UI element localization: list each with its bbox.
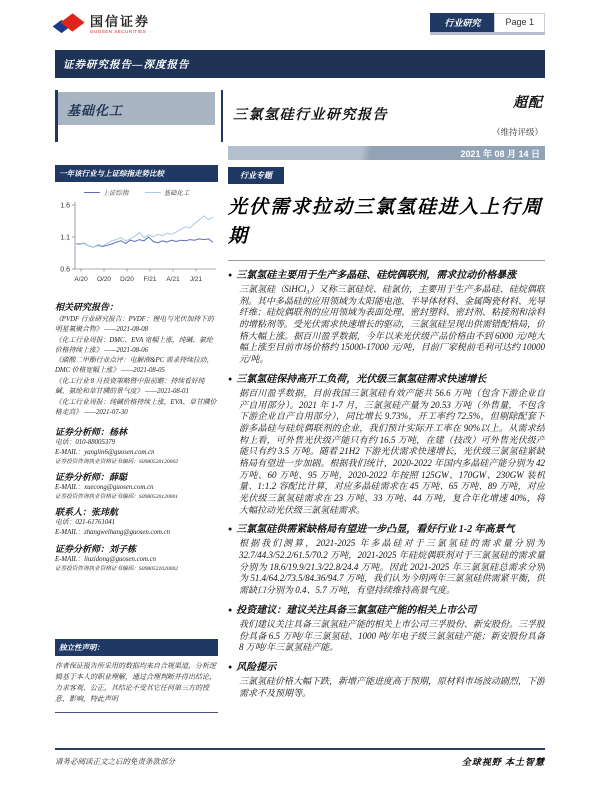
- bullet-icon: ●: [228, 271, 233, 279]
- analyst-block: [55, 505, 218, 538]
- legend-line-index: [84, 192, 100, 194]
- analyst-block: [55, 542, 218, 573]
- chart-section-header: 一年该行业与上证综指走势比较: [55, 165, 218, 182]
- analyst-phone: 电话：010-88005379: [55, 439, 116, 447]
- trend-chart-svg: [55, 199, 218, 291]
- analyst-email: E-MAIL：yanglin6@guosen.com.cn: [55, 449, 155, 457]
- top-right-tags: [430, 13, 545, 35]
- analyst-name: 张玮航: [91, 507, 119, 518]
- section-body: 我们建议关注具备三氯氢硅产能的相关上市公司三孚股份、新安股份。三孚股份具备 6.5 万吨/年三氯氢硅、1000 吨/年电子级三氯氢硅产能；新安股份具备 8 万吨/年三氯氢硅产能。: [239, 618, 545, 653]
- analyst-phone: 电话：021-61761041: [55, 519, 116, 527]
- svg-text:A/21: A/21: [166, 276, 180, 283]
- sector-label: 基础化工: [58, 92, 215, 125]
- page-number: Page 1: [494, 13, 545, 32]
- rating-note: （维持评级）: [491, 127, 543, 137]
- related-report-link[interactable]: 《PVDF 行业研究报告：PVDF：锂电与光伏加持下的明星氟聚合物》 ——2021-08-08: [55, 316, 214, 333]
- report-date: 2021 年 08 月 14 日: [460, 148, 540, 159]
- section-heading: 投资建议：建议关注具备三氯氢硅产能的相关上市公司: [236, 604, 477, 616]
- analyst-role: 证券分析师：: [55, 427, 110, 438]
- independence-header: 独立性声明：: [55, 639, 218, 656]
- analyst-email: E-MAIL：liuzidong@guosen.com.cn: [55, 555, 157, 563]
- rating-badge: 超配: [513, 96, 543, 111]
- section-body: 据百川盈孚数据，目前我国三氯氢硅有效产能共 56.6 万吨（包含下游企业自产自用部分）。2021 年 1-7 月，三氯氢硅产量为 20.53 万吨（外售量，不包含下游企业自产自用部分），同比增长 9.73%，开工率约 72.5%，但剔除配套下游多晶硅与硅烷偶联剂的企业，我们预计实际开工率在 90%以上。从需求结构上看，可外售光伏级产能只有约 16.5 万吨，在建（技改）可外售光伏级产能只有约 3.5 万吨。随着 21H2 下游光伏需求快速增长，光伏级三氯氢硅紧缺格局有望进一步加剧。根据我们统计，2020-2022 年国内多晶硅产能分别为 42 万吨、60 万吨、95 万吨，2020-2022 年按照 125GW、170GW、230GW 装机量、1:1.2 容配比计算，对应多晶硅需求在 45 万吨、65 万吨、89 万吨，对应光伏级三氯氢硅需求在 23 万吨、33 万吨、44 万吨，复合年化增速 40%，将大幅拉动光伏级三氯氢硅需求。: [239, 387, 545, 515]
- logo-name-cn: 国信证券: [90, 14, 151, 30]
- section-body: 三氯氢硅价格大幅下跌，新增产能进度高于预期，原材料市场波动剧烈，下游需求不及预期等。: [239, 675, 545, 698]
- analyst-email: E-MAIL：xuecong@guosen.com.cn: [55, 484, 154, 492]
- section-heading: 风险提示: [236, 661, 277, 673]
- section-heading: 三氯氢硅保持高开工负荷，光伏级三氯氢硅需求快速增长: [236, 373, 487, 385]
- bullet-icon: ●: [228, 374, 233, 383]
- analyst-list: [55, 425, 218, 572]
- legend-label-index: 上证综指: [102, 190, 129, 197]
- analyst-email: E-MAIL：zhangweihang@guosen.com.cn: [55, 529, 170, 537]
- guosen-logo: [55, 13, 150, 37]
- analyst-license: 证券投资咨询执业资格证书编码：S0980520120002: [55, 459, 179, 466]
- report-headline: 光伏需求拉动三氯氢硅进入上行周期: [228, 197, 544, 247]
- topic-tag: 行业专题: [228, 167, 284, 184]
- date-bar: [228, 146, 545, 160]
- sidebar-divider: [55, 712, 218, 713]
- summary-section: [228, 661, 545, 699]
- trend-chart: [55, 182, 218, 296]
- top-bar: [55, 0, 545, 44]
- section-body: 三氯氢硅（SiHCl₃）又称三氯硅烷、硅氯仿，主要用于生产多晶硅、硅烷偶联剂。其中多晶硅的应用领域为太阳能电池、半导体材料、金属陶瓷材料、光导纤维；硅烷偶联剂的应用领域为表面处理、密封塑料、密封剂、粘接剂和涂料的增粘剂等。受光伏需求快速增长的驱动，三氯氢硅呈现出供需错配格局，价格大幅上涨。据百川盈孚数据，今年以来光伏级产品价格由不到 6000 元/吨大幅上涨至目前市场价格约 15000-17000 元/吨，目前厂家税前毛利可达约 10000 元/吨。: [239, 284, 545, 365]
- svg-text:1.1: 1.1: [60, 234, 70, 242]
- main-column: [228, 165, 545, 753]
- section-heading: 三氯氢硅主要用于生产多晶硅、硅烷偶联剂，需求拉动价格暴涨: [236, 270, 517, 281]
- legend-label-sector: 基础化工: [163, 190, 190, 197]
- related-reports-header: 相关研究报告：: [55, 302, 119, 312]
- report-title: 三氯氢硅行业研究报告: [233, 108, 388, 123]
- summary-section: [228, 523, 545, 596]
- svg-text:0.6: 0.6: [60, 266, 70, 274]
- svg-text:D/20: D/20: [120, 276, 134, 283]
- sidebar: [55, 165, 218, 753]
- analyst-license: 证券投资咨询执业资格证书编码：S0980520120001: [55, 494, 179, 501]
- logo-name-en: GUOSEN SECURITIES: [90, 29, 147, 35]
- footer-divider: [55, 748, 545, 750]
- industry-research-tag: 行业研究: [430, 13, 494, 32]
- analyst-role: 证券分析师：: [55, 472, 110, 483]
- svg-text:O/20: O/20: [96, 276, 112, 283]
- related-report-link[interactable]: 《化工行业 8 月投资策略暨中报前瞻：持续看好纯碱、氨纶和草甘膦的景气度》 ——2021-08-01: [55, 378, 205, 395]
- section-heading: 三氯氢硅供需紧缺格局有望进一步凸显，看好行业 1-2 年高景气: [236, 524, 515, 536]
- summary-section: [228, 269, 545, 366]
- analyst-name: 刘子栋: [109, 543, 137, 554]
- footer: [55, 755, 545, 768]
- related-report-link[interactable]: 《化工行业周报：DMC、EVA 宽幅上涨，纯碱、氨纶价格持续上涨》 ——2021-08-06: [55, 336, 213, 354]
- legend-line-sector: [145, 192, 161, 194]
- disclaimer-note: 请务必阅读正文之后的免责条款部分: [55, 757, 175, 766]
- svg-text:J/21: J/21: [189, 276, 203, 283]
- title-block: [55, 90, 545, 142]
- analyst-role: 联系人：: [55, 507, 92, 518]
- analyst-block: [55, 470, 218, 501]
- section-body: 根据我们测算，2021-2025 年多晶硅对于三氯氢硅的需求量分别为 32.7/44.3/52.2/61.5/70.2 万吨，2021-2025 年硅烷偶联剂对于三氯氢硅的需求量分别为 18.6/19.9/21.3/22.8/24.4 万吨。因此 2021-2025 年三氯氢硅总需求分别为 51.4/64.2/73.5/84.36/94.7 万吨，我们认为今明两年三氯氢硅供需紧平衡，供需缺口分别为 0.4、5.7 万吨，有望持续维持高景气度。: [239, 538, 545, 596]
- svg-text:F/21: F/21: [143, 276, 157, 283]
- analyst-license: 证券投资咨询执业资格证书编码：S0980521020002: [55, 565, 179, 572]
- summary-section: [228, 373, 545, 517]
- related-report-link[interactable]: 《化工行业周报：纯碱价格持续上涨，EVA、草甘膦价格走高》 ——2021-07-30: [55, 398, 217, 416]
- svg-text:1.6: 1.6: [60, 202, 70, 210]
- headline-divider: [228, 260, 545, 261]
- chart-legend: [55, 188, 218, 197]
- slogan: 全球视野 本土智慧: [461, 757, 545, 767]
- related-report-link[interactable]: 《碳酸二甲酯行业点评：电解液&PC 需求持续拉动，DMC 价格宽幅上涨》 ——2021-08-05: [55, 357, 214, 375]
- analyst-block: [55, 425, 218, 466]
- bullet-icon: ●: [228, 662, 233, 671]
- bullet-icon: ●: [228, 605, 233, 614]
- analyst-role: 证券分析师：: [55, 543, 110, 554]
- summary-section: [228, 604, 545, 654]
- independence-statement: [55, 639, 218, 713]
- svg-text:A/20: A/20: [74, 276, 88, 283]
- related-reports: [55, 300, 218, 417]
- bullet-icon: ●: [228, 525, 233, 534]
- analyst-name: 薛聪: [109, 472, 128, 483]
- report-type-banner: 证券研究报告—深度报告: [55, 50, 545, 78]
- analyst-name: 杨林: [109, 427, 128, 438]
- guosen-logo-icon: [55, 13, 85, 37]
- independence-body: 作者保证报告所采用的数据均来自合规渠道，分析逻辑基于本人的职业理解，通过合理判断并得出结论，力求客观、公正，其结论不受其它任何第三方的授意、影响，特此声明: [55, 662, 216, 703]
